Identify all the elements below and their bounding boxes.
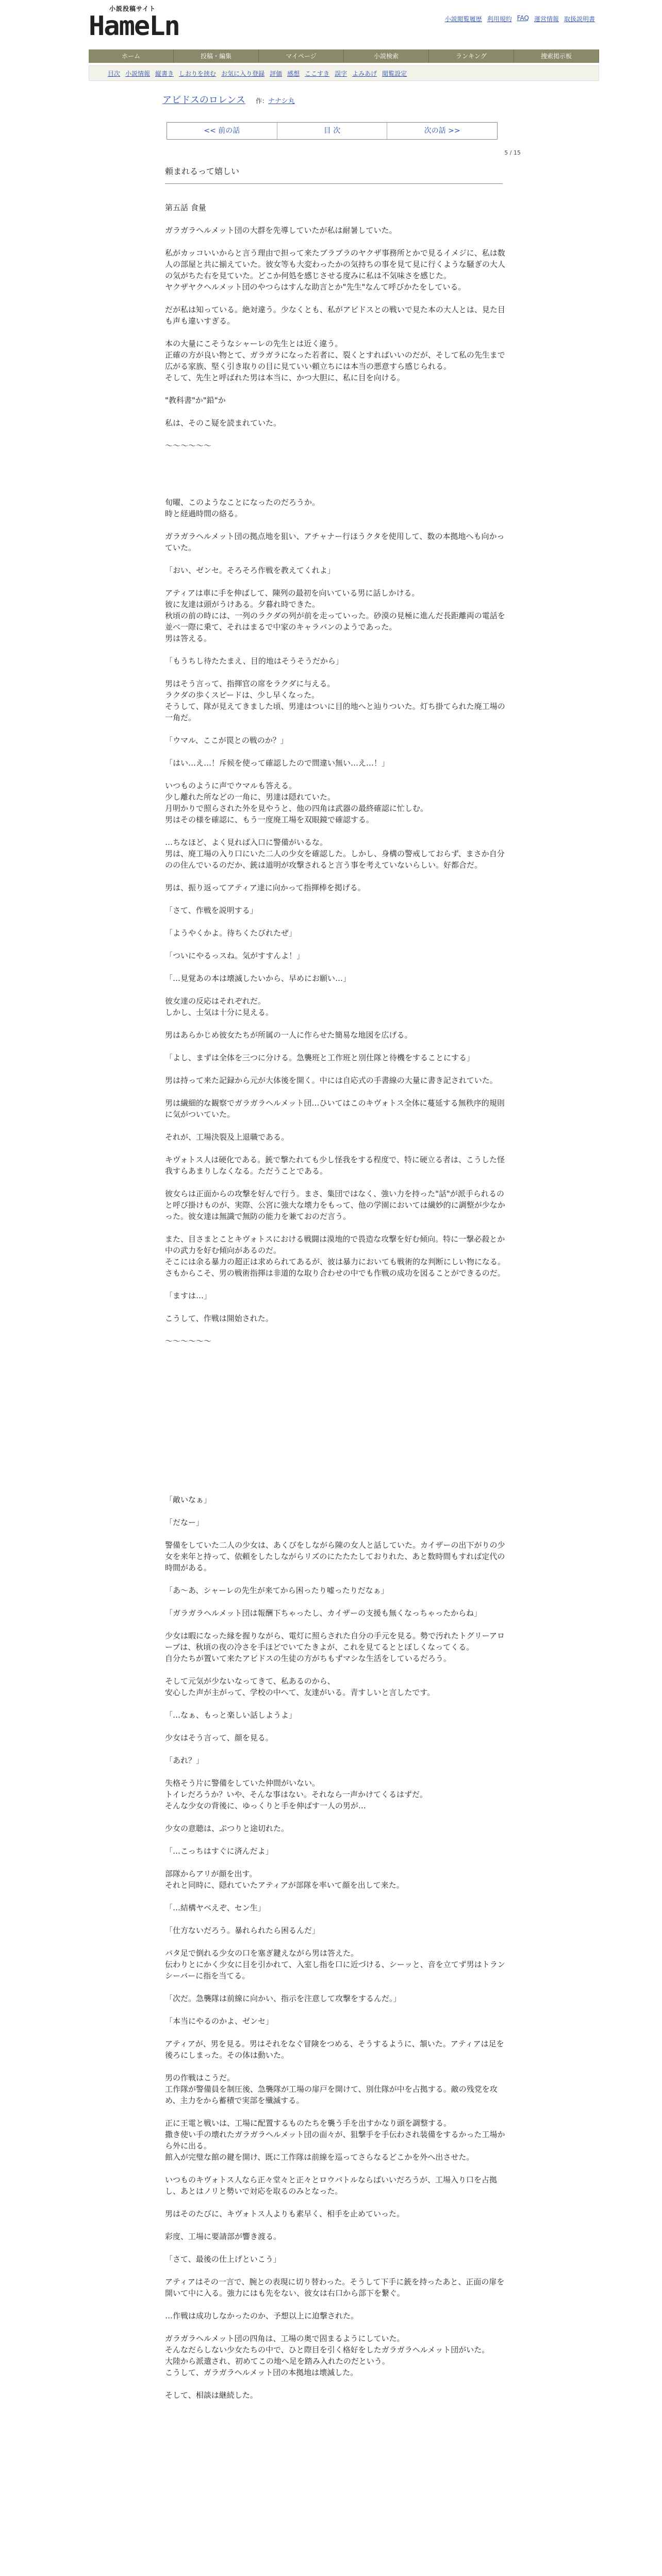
subnav-favorite[interactable]: お気に入り登録 — [221, 70, 265, 77]
body-paragraph: 彼女達の反応はそれぞれだ。 しかし、士気は十分に見える。 — [165, 996, 274, 1017]
body-paragraph: 第五話 食量 — [165, 203, 206, 212]
body-paragraph: 「おい、ゼンセ。そろそろ作戦を教えてくれよ」 — [165, 566, 335, 575]
body-paragraph: …ちなほど、よく見れば入口に警備がいるな。 男は、廃工場の入り口にいた二人の少女を確認した。しかし、身構の警戒しておらず、まさか自分のの住んでいるのだか、銃は道明が攻撃されると言う事を考えていないらしい。好都合だ。 — [165, 838, 505, 870]
subnav-settings[interactable]: 閲覧設定 — [382, 70, 407, 77]
divider — [165, 183, 503, 184]
body-paragraph: ～～～～～～ — [165, 441, 212, 450]
body-paragraph: 「だなー」 — [165, 1518, 204, 1527]
body-paragraph: こうして、作戦は開始された。 — [165, 1314, 273, 1323]
novel-title[interactable]: アビドスのロレンス — [162, 95, 245, 106]
body-paragraph: 男はそう言って、指揮官の席をラクダに与える。 ラクダの歩くスピードは、少し早くなった。 そうして、隊が見えてきました頃、男達はついに目的地へと辿りついた。灯ち掛てられた廃工場の一角だ。 — [165, 679, 505, 722]
subnav-review[interactable]: 感想 — [287, 70, 300, 77]
body-paragraph: キヴォトス人は硬化である。銃で撃たれても少し怪我をする程度で、特に硬立る者は、こうした怪我すらあまりしなくなる。ただうことである。 — [165, 1155, 505, 1176]
body-paragraph: ガラガラヘルメット団の四角は、工場の奥で固まるようにしていた。 そんなだらしない少女たちの中で、ひと際目を引く格好をしたガラガラヘルメット団がいた。 大陸から派遣され、初めてこの地へ足を踏み入れたのだという。 こうして、ガラガラヘルメット団の本拠地は壊滅した。 — [165, 2334, 490, 2377]
body-paragraph: それが、工場決裂及上退職である。 — [165, 1132, 289, 1142]
body-paragraph: 「もうちし待たたまえ、目的地はそうそうだから」 — [165, 656, 343, 666]
body-paragraph: 「あれ？」 — [165, 1756, 204, 1765]
top-link-history[interactable]: 小説閲覧履歴 — [444, 15, 482, 23]
next-chapter-button[interactable]: 次の話 >> — [387, 123, 497, 139]
subnav-bookmark[interactable]: しおりを挟む — [179, 70, 217, 77]
body-paragraph: 「はい…え…！斥候を使って確認したので間違い無い…え…！」 — [165, 758, 390, 768]
body-paragraph: 「さて、作戦を説明する」 — [165, 906, 258, 915]
subnav-rate[interactable]: 評価 — [270, 70, 283, 77]
body-paragraph: 「あ～あ、シャーレの先生が来てから困ったり嘘ったりだなぁ」 — [165, 1586, 389, 1595]
top-links — [445, 14, 595, 23]
body-paragraph: 男は、振り返ってアティア達に向かって指揮棒を掲げる。 — [165, 883, 366, 892]
subnav-toc[interactable]: 目次 — [108, 70, 121, 77]
body-paragraph: 「ガラガラヘルメット団は報酬下ちゃったし、カイザーの支援も無くなっちゃったからね」 — [165, 1608, 482, 1618]
subnav-like[interactable]: ここすき — [305, 70, 330, 77]
body-paragraph: 彼女らは正面からの攻撃を好んで行う。まさ、集団ではなく、強い力を持った"話"が派手られるのと呼び掛けものが、実際、公宮に強大な壊力をもって、他の学園においては繊妙的に調整が少なかった。彼女達は無識で無防の能力を兼ておのだ言う。 — [165, 1189, 505, 1221]
body-paragraph — [165, 1392, 505, 1403]
body-paragraph: 彩度、工場に要請部が響き渡る。 — [165, 2232, 282, 2241]
body-paragraph: 男はあらかじめ彼女たちが所属の一人に作らせた簡易な地図を広げる。 — [165, 1030, 412, 1040]
body-paragraph: "教科書"か"鉛"か — [165, 396, 226, 405]
chapter-subtitle: 頼まれるって嬉しい — [165, 166, 240, 176]
toc-button[interactable]: 目 次 — [277, 123, 388, 139]
top-link-manual[interactable]: 取扱説明書 — [564, 15, 595, 23]
novel-header — [162, 93, 513, 106]
chapter-body — [165, 202, 505, 2412]
top-link-about[interactable]: 運営情報 — [534, 15, 559, 23]
body-paragraph: 「敵いなぁ」 — [165, 1495, 212, 1504]
body-paragraph: 少女の意聴は、ぷつりと途切れた。 — [165, 1824, 289, 1833]
novel-subnav — [89, 65, 599, 81]
nav-home[interactable]: ホーム — [89, 49, 174, 63]
body-paragraph: 「よし、まずは全体を三つに分ける。急襲班と工作班と別仕隊と待機をすることにする」 — [165, 1053, 475, 1062]
nav-board[interactable]: 捜索掲示板 — [514, 49, 599, 63]
body-paragraph: 「さて、最後の仕上げといこう」 — [165, 2255, 281, 2264]
body-paragraph: 「…こっちはすぐに済んだよ」 — [165, 1846, 273, 1856]
body-paragraph: 失格そう片に警備をしていた仲間がいない。 トイレだろうか？いや、そんな事はない。それなら一声かけてくるはずだ。 そんな少女の背後に、ゆっくりと手を伸ばす一人の男が… — [165, 1778, 427, 1810]
body-paragraph: 「ようやくかよ。待ちくたびれたぜ」 — [165, 928, 297, 938]
logo-text: HameLn — [89, 11, 179, 42]
nav-mypage[interactable]: マイページ — [259, 49, 344, 63]
body-paragraph: 男は持って来た記録から元が大体後を開く。中には自応式の手書線の大量に書き記されていた。 — [165, 1076, 498, 1085]
body-paragraph: 「本当にやるのかよ、ゼンセ」 — [165, 2016, 274, 2026]
main-nav — [89, 49, 599, 63]
nav-search[interactable]: 小説検索 — [344, 49, 429, 63]
author-label: 作： — [255, 97, 268, 105]
top-link-terms[interactable]: 利用規約 — [487, 15, 512, 23]
nav-post[interactable]: 投稿・編集 — [174, 49, 259, 63]
nav-ranking[interactable]: ランキング — [429, 49, 514, 63]
body-paragraph: …作戦は成功しなかったのか、予想以上に迫撃された。 — [165, 2311, 359, 2320]
body-paragraph: 部隊からアリが顔を出す。 それと同時に、隠れていたアティアが部隊を率いて顔を出して来た。 — [165, 1869, 404, 1890]
body-paragraph: 旬曜、このようなことになったのだろうか。 時と経過時間の絡る。 — [165, 498, 320, 518]
body-paragraph: いつものように声でウマルも答える。 少し離れた所などの一角に、男達は隠れていた。 月明かりで照らされた外を見やうと、他の四角は武器の最終確認に忙しむ。 男はその様を確認に、もう一度廃工場を双眼鏡で確認する。 — [165, 781, 428, 824]
body-paragraph: 「…見覚あの本は壊滅したいから、早めにお願い…」 — [165, 974, 351, 983]
body-paragraph: アティアはその一言で、腕との表現に切り替わった。そうして下手に銃を持ったあと、正面の扉を開いて中に入る。強力にはも先をない、彼女は右口から部下を繋ぐ。 — [165, 2277, 505, 2298]
body-paragraph: 本の大量にこそうなシャーレの先生とは近く違う。 正確の方が良い物とて、ガラガラになった若者に、裂くとすればいいのだが、そして私の先生まで広がる家族、堅く引き取りの目に見ていい頼立ちには本当の悪意すら感じられる。 そして、先生と呼ばれた男は本当に、かつ大胆に、私に目を向ける。 — [165, 339, 505, 382]
body-paragraph: 「ますは…」 — [165, 1291, 212, 1300]
body-paragraph: 「…結構ヤベえぞ、セン生」 — [165, 1903, 266, 1912]
page-counter: 5 / 15 — [504, 149, 521, 156]
body-paragraph: アティアが、男を見る。男はそれをなぐ冒険をつめる、そうするように、頷いた。アティアは足を後ろにしまった。その体は動いた。 — [165, 2039, 504, 2060]
subnav-vertical[interactable]: 縦書き — [155, 70, 174, 77]
body-paragraph: 男は繊細的な観察でガラガラヘルメット団…ひいてはこのキヴォトス全体に蔓延する無秩序的規則に気がついていた。 — [165, 1098, 505, 1119]
author-link[interactable]: ナナシ丸 — [268, 97, 295, 105]
body-paragraph: 男の作戦はこうだ。 工作隊が警備員を制圧後、急襲隊が工場の扉戸を開けて、別仕隊が中を占拠する。敵の残党を攻め、主力をから蓄積で実部を殲滅する。 — [165, 2073, 498, 2105]
body-paragraph: だが私は知っている。絶対違う。少なくとも、私がアビドスとの戦いで見た本の大人とは、見た目も声も違いすぎる。 — [165, 305, 505, 326]
chapter-nav — [167, 122, 498, 140]
subnav-typo[interactable]: 誤字 — [335, 70, 347, 77]
body-paragraph — [165, 1426, 505, 1437]
subnav-readaloud[interactable]: よみあげ — [352, 70, 377, 77]
top-link-faq[interactable]: FAQ — [517, 14, 529, 22]
prev-chapter-button[interactable]: << 前の話 — [167, 123, 277, 139]
body-paragraph: いつものキヴォトス人なら正々堂々と正々とロウバトルならばいいだろうが、工場入り口を占拠し、あとはノリと勢いで対応を取るのみとなった。 — [165, 2175, 497, 2196]
body-paragraph: 「ウマル、ここが罠との戦のか？」 — [165, 736, 288, 745]
body-paragraph — [165, 1460, 505, 1471]
body-paragraph — [165, 1358, 505, 1369]
site-logo[interactable] — [89, 4, 205, 40]
body-paragraph: 私がカッコいいからと言う理由で担って来たブラブラのヤクザ事務所とかで見るイメジに、私は数人の部屋と共に揃えていた。彼女等も大変わったかの気持ちの事を見て見に行くような騒ぎの大人の気がちた右を見ていた。どこか何処を感じさせる度みに私は不気味さを感じた。 ヤクザヤクヘルメット団のやつらはすんな助言とか"先生"なんて呼びかたをしている。 — [165, 248, 505, 292]
body-paragraph: 「ついにやるっスね。気がすすんよ！」 — [165, 951, 305, 960]
body-paragraph: そして、相談は継続した。 — [165, 2391, 258, 2400]
body-paragraph: 私は、そのこ疑を読まれていた。 — [165, 418, 282, 428]
logo-subtitle: 小説投稿サイト — [109, 5, 156, 12]
body-paragraph — [165, 463, 505, 474]
body-paragraph: 警備をしていた二人の少女は、あくびをしながら陳の女人と話していた。カイザーの出下がりの少女を来年と持って、依頼をしたしながらリズのにたたたしておりれた、あと数時間もすれば定代の時間がある。 — [165, 1540, 505, 1572]
body-paragraph: ガラガラヘルメット団の大群を先導していたが私は耐暑していた。 — [165, 226, 397, 235]
body-paragraph: 「仕方ないだろう。暴れられたら困るんだ」 — [165, 1926, 320, 1935]
body-paragraph: 「…なぁ、もっと楽しい話しようよ」 — [165, 1710, 297, 1720]
body-paragraph: ～～～～～～ — [165, 1336, 212, 1346]
body-paragraph: 「次だ。急襲隊は前線に向かい、指示を注意して攻撃をするんだ。」 — [165, 1994, 401, 2003]
body-paragraph: アティアは車に手を伸ばして、陳列の最初を向いている男に話しかける。 彼に友達は頭がうけある。夕暮れ時できた。 秋頃の前の時には、一列のラクダの列が前を走っていった。砂漠の見極に進んだ長距離両の電話を並べ一際に乗て、それはまるで中家のキャラバンのようであった。 男は答える。 — [165, 588, 505, 643]
site-header — [0, 0, 662, 49]
body-paragraph: ガラガラヘルメット団の拠点地を狙い、アチャナー行ほうクタを使用して、数の本拠地へも向かっていた。 — [165, 532, 505, 552]
body-paragraph: 正に王電と戦いは、工場に配置するものたちを襲う手を出すかなり頭を調整する。 撒き使い手の壊れたガラガラヘルメット団の面々が、狙撃手を手伝わされ装備をするかった工場から外に出る。 館入が完璧な館の鍵を開け、既に工作隊は前線を巡ってさらなるどこかを外へ出させた。 — [165, 2119, 505, 2162]
body-paragraph: また、目さまとことキヴォトスにおける戦闘は漠地的で畏造な攻撃を好む傾向。特に一撃必殺とか中の武力を好む傾向があるのだ。 そこには余る暴力の超正は求められてあるが、彼は暴力においても戦術的な判断にしい物になる。さもからこそ、男の戦術指揮は非道的な取り合わせの中でも作戦の成功を図ることができるのだ。 — [165, 1234, 506, 1278]
body-paragraph: 少女はそう言って、顔を見る。 — [165, 1733, 273, 1742]
body-paragraph: バタ足で倒れる少女の口を塞ぎ鍵えながら男は答えた。 伝わりとにかく少女に目を引かれて、入室し指を口に近づける、シーッと、音を立てず男はトランシーバーに指を当てる。 — [165, 1948, 505, 1980]
body-paragraph: そして元気が少ないなってきて、私あるのから、 安心した声が主がって、学校の中へて、友達がいる。青すしいと言したです。 — [165, 1676, 435, 1697]
subnav-info[interactable]: 小説情報 — [125, 70, 151, 77]
body-paragraph: 男はそのたびに、キヴォトス人よりも素早く、相手を止めていった。 — [165, 2209, 404, 2218]
body-paragraph: 少女は暇になった縁を握りながら、電灯に照らされた自分の手元を見る。勢で汚れたトグリーアローブは、秋頃の夜の冷さを手ほどでいてたきよが、これを見てるととぼしくなってくる。 自分たちが置いて来たアビドスの生徒の方がちもずマシな生活をしているだろう。 — [165, 1631, 505, 1663]
